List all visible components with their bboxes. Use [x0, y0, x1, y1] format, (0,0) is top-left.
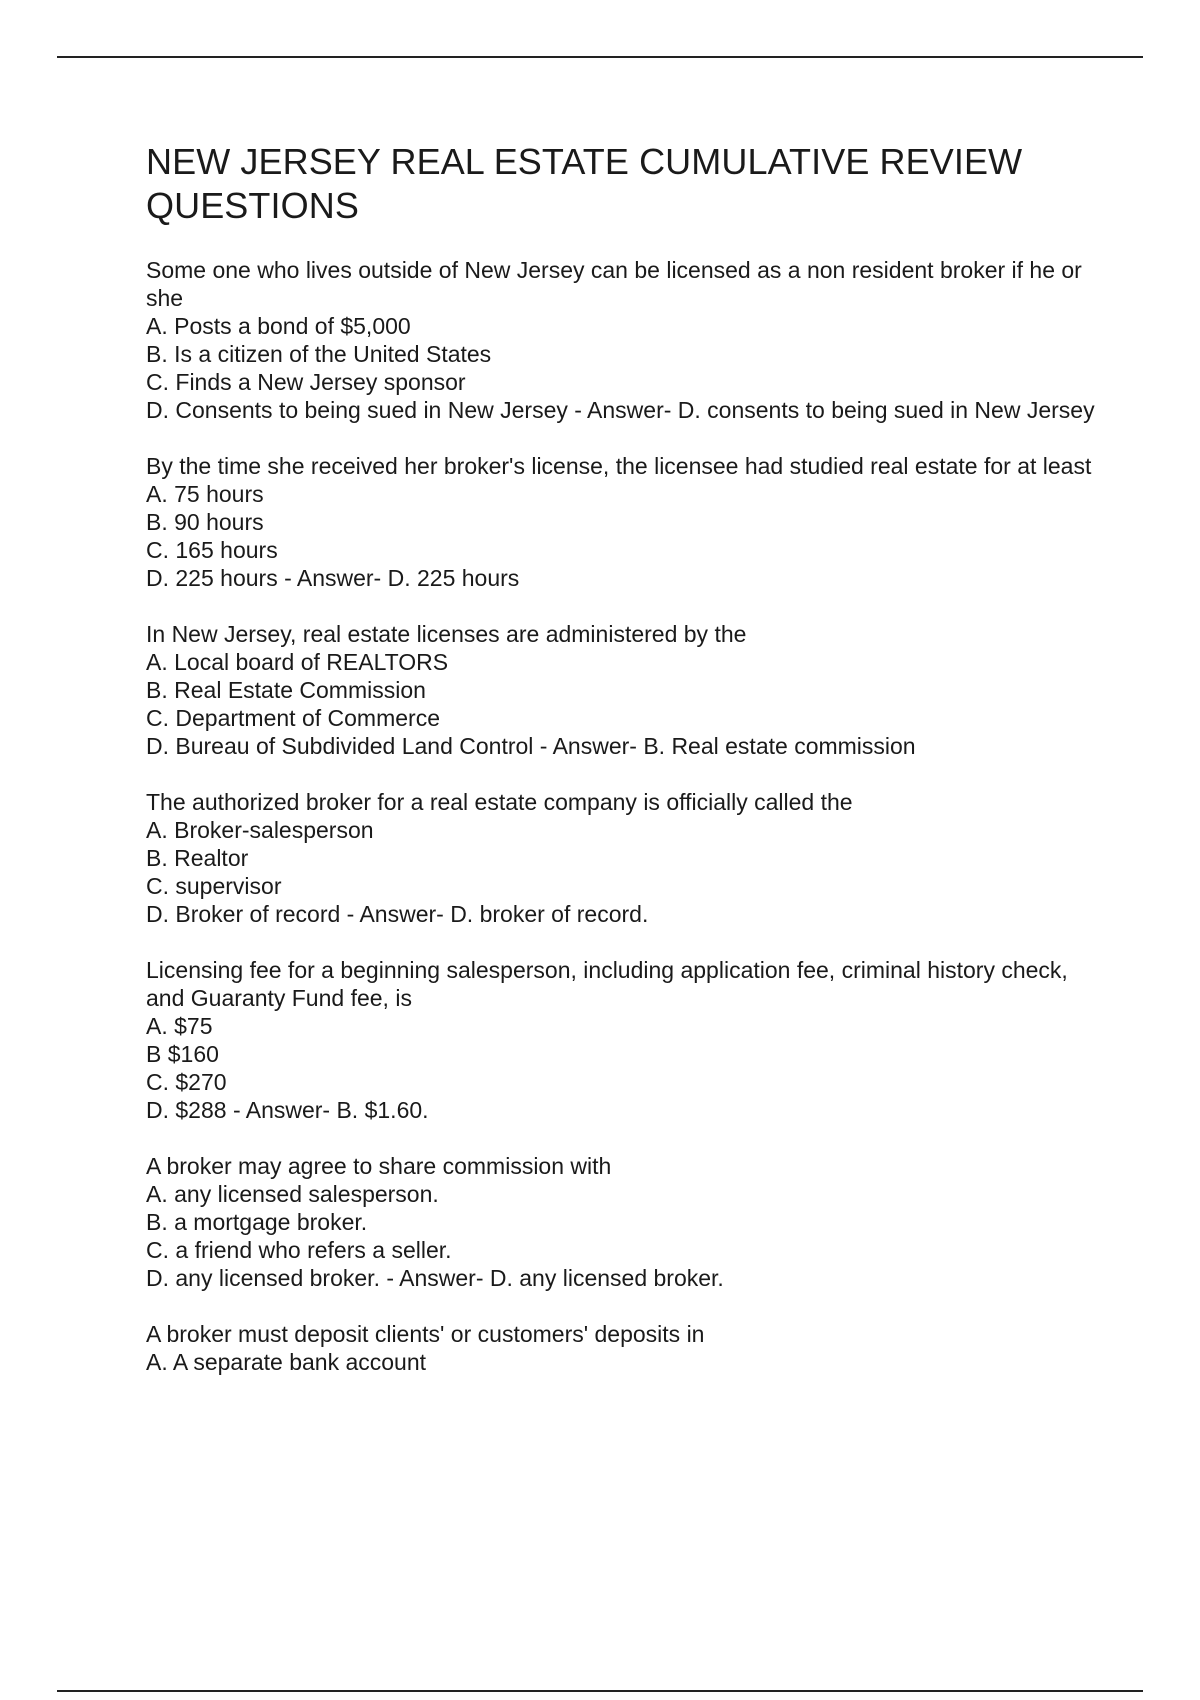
answer-option: B. Is a citizen of the United States	[146, 341, 492, 367]
answer-option: A. Posts a bond of $5,000	[146, 313, 411, 339]
answer-option: B $160	[146, 1041, 219, 1067]
answer-option: A. A separate bank account	[146, 1349, 427, 1375]
question-block	[146, 1320, 1096, 1376]
question-block	[146, 1152, 1096, 1292]
answer-option: B. Real Estate Commission	[146, 677, 426, 703]
question-block	[146, 256, 1096, 424]
bottom-rule	[57, 1690, 1143, 1692]
answer-option: B. 90 hours	[146, 509, 264, 535]
top-rule	[57, 56, 1143, 58]
question-text: By the time she received her broker's license, the licensee had studied real estate for at least	[146, 453, 1092, 479]
answer-option: A. any licensed salesperson.	[146, 1181, 439, 1207]
question-text: Some one who lives outside of New Jersey can be licensed as a non resident broker if he or she	[146, 257, 1082, 311]
answer-option: C. Department of Commerce	[146, 705, 440, 731]
question-block	[146, 956, 1096, 1124]
answer-option: A. Broker-salesperson	[146, 817, 374, 843]
answer-option: D. 225 hours - Answer- D. 225 hours	[146, 565, 520, 591]
answer-option: A. 75 hours	[146, 481, 264, 507]
answer-option: A. $75	[146, 1013, 213, 1039]
question-block	[146, 452, 1096, 592]
question-block	[146, 788, 1096, 928]
answer-option: C. 165 hours	[146, 537, 278, 563]
question-text: A broker must deposit clients' or customers' deposits in	[146, 1321, 705, 1347]
answer-option: B. a mortgage broker.	[146, 1209, 368, 1235]
answer-option: D. any licensed broker. - Answer- D. any licensed broker.	[146, 1265, 724, 1291]
answer-option: D. $288 - Answer- B. $1.60.	[146, 1097, 429, 1123]
question-block	[146, 620, 1096, 760]
answer-option: D. Broker of record - Answer- D. broker of record.	[146, 901, 649, 927]
answer-option: B. Realtor	[146, 845, 249, 871]
question-text: In New Jersey, real estate licenses are administered by the	[146, 621, 747, 647]
document-body	[146, 140, 1096, 1404]
answer-option: D. Consents to being sued in New Jersey - Answer- D. consents to being sued in New Jersey	[146, 397, 1095, 423]
answer-option: C. $270	[146, 1069, 227, 1095]
question-text: The authorized broker for a real estate company is officially called the	[146, 789, 853, 815]
answer-option: C. a friend who refers a seller.	[146, 1237, 452, 1263]
question-text: A broker may agree to share commission with	[146, 1153, 612, 1179]
answer-option: C. Finds a New Jersey sponsor	[146, 369, 466, 395]
question-text: Licensing fee for a beginning salesperson, including application fee, criminal history check, and Guaranty Fund fee, is	[146, 957, 1068, 1011]
answer-option: A. Local board of REALTORS	[146, 649, 449, 675]
answer-option: C. supervisor	[146, 873, 282, 899]
answer-option: D. Bureau of Subdivided Land Control - Answer- B. Real estate commission	[146, 733, 916, 759]
document-title: NEW JERSEY REAL ESTATE CUMULATIVE REVIEW QUESTIONS	[146, 141, 1023, 226]
